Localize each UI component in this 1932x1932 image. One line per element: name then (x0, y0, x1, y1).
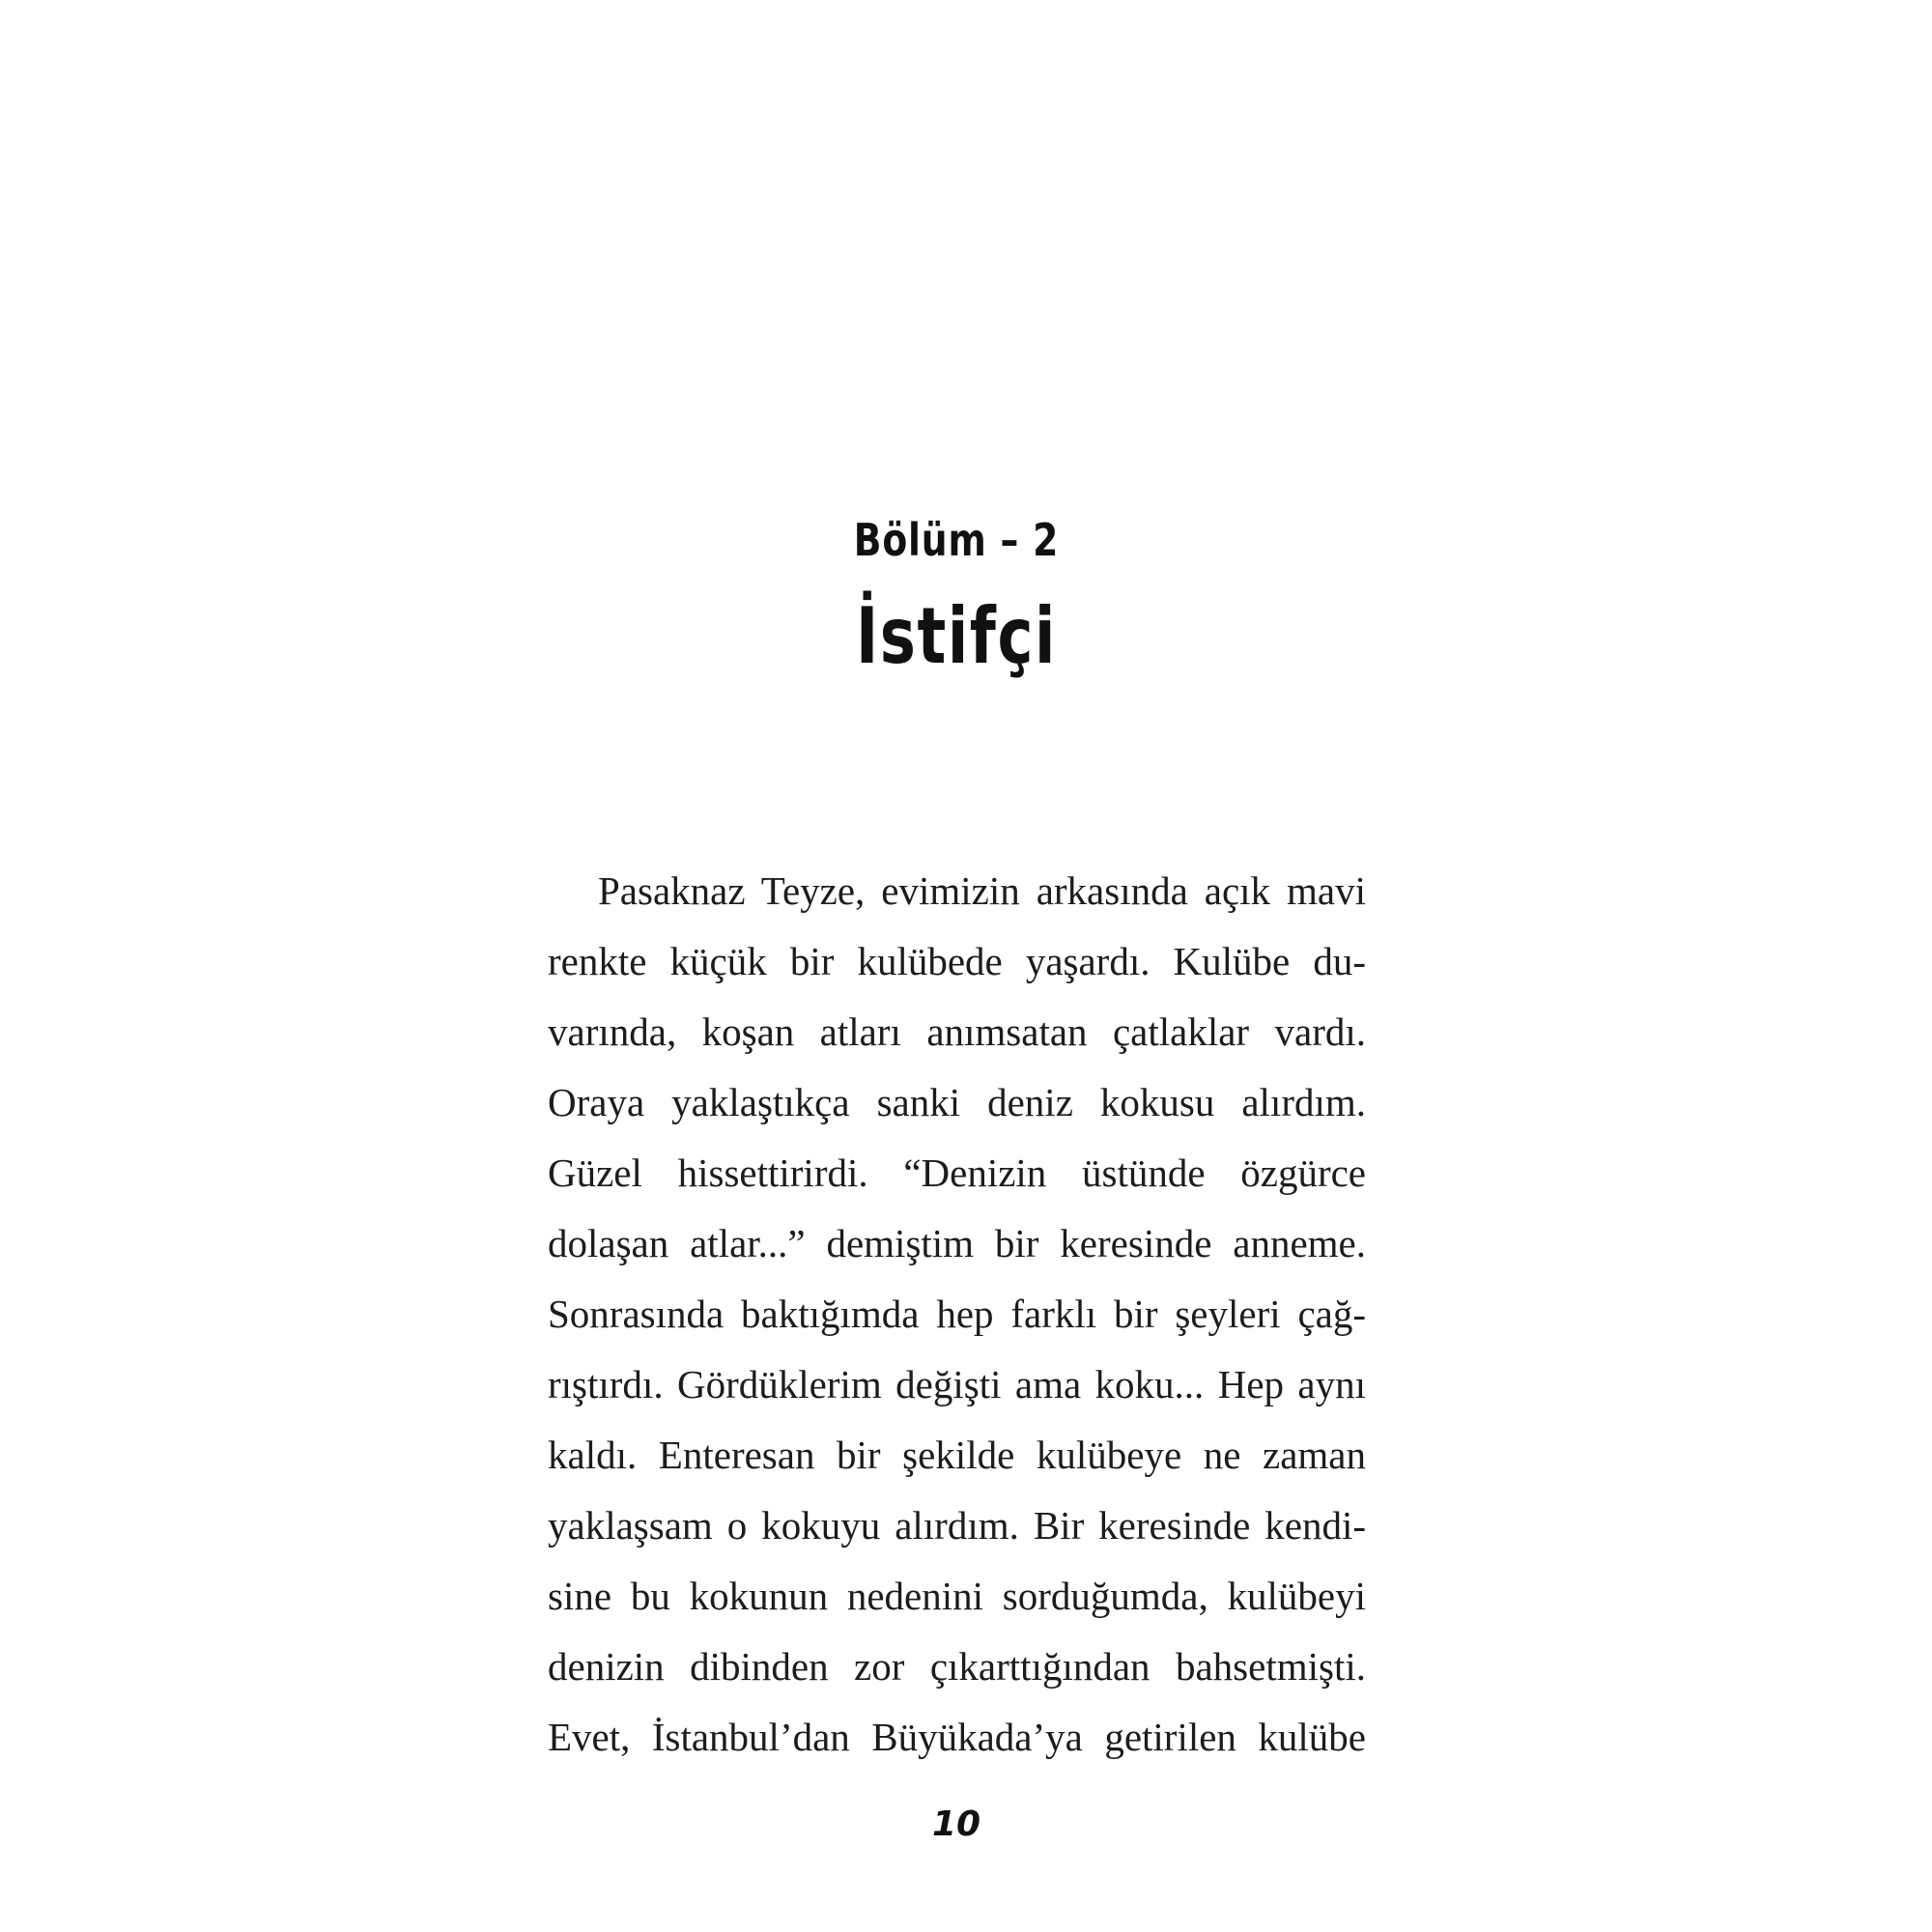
page-number: 10 (931, 1804, 981, 1844)
body-line: Sonrasında baktığımda hep farklı bir şeyleri çağ- (548, 1292, 1366, 1336)
body-line: Pasaknaz Teyze, evimizin arkasında açık mavi (598, 868, 1366, 913)
chapter-number: Bölüm – 2 (853, 514, 1060, 566)
body-line: Güzel hissettirirdi. “Denizin üstünde özgürce (548, 1151, 1366, 1195)
body-line: kaldı. Enteresan bir şekilde kulübeye ne zaman (548, 1433, 1366, 1477)
body-text (548, 856, 1366, 1773)
body-line: denizin dibinden zor çıkarttığından bahsetmişti. (548, 1644, 1366, 1689)
body-line: varında, koşan atları anımsatan çatlaklar vardı. (548, 1009, 1366, 1054)
body-line: Evet, İstanbul’dan Büyükada’ya getirilen kulübe (548, 1715, 1366, 1759)
body-line: Oraya yaklaştıkça sanki deniz kokusu alırdım. (548, 1080, 1366, 1124)
body-line: dolaşan atlar...” demiştim bir keresinde anneme. (548, 1221, 1366, 1265)
body-line: renkte küçük bir kulübede yaşardı. Kulübe du- (548, 939, 1366, 983)
body-line: sine bu kokunun nedenini sorduğumda, kulübeyi (548, 1574, 1366, 1618)
body-line: rıştırdı. Gördüklerim değişti ama koku... Hep aynı (548, 1362, 1366, 1406)
chapter-title: İstifçi (855, 591, 1058, 681)
body-line: yaklaşsam o kokuyu alırdım. Bir keresinde kendi- (548, 1503, 1366, 1548)
